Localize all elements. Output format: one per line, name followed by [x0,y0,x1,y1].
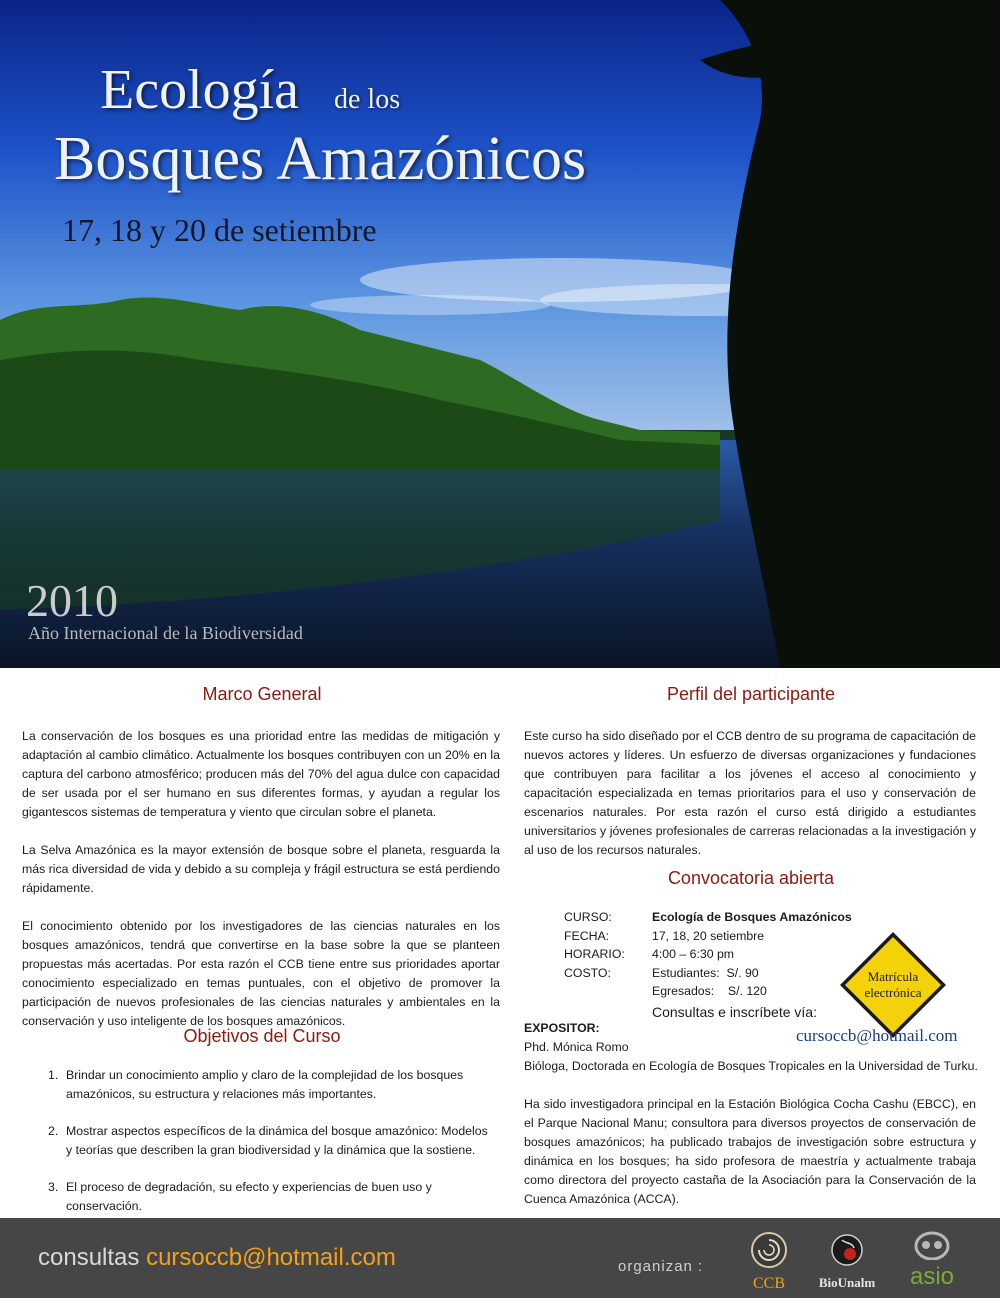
biounalm-logo-label: BioUnalm [818,1275,876,1290]
asio-logo-label: asio [909,1263,955,1290]
marco-paragraph: La Selva Amazónica es la mayor extensión de bosque sobre el planeta, resguarda la más rica diversidad de vida y debido a su compleja y frágil estructura se está perdiendo rápidamente. [22,843,500,895]
event-dates: 17, 18 y 20 de setiembre [62,212,377,248]
expositor-section [524,1019,984,1209]
title-de-los: de los [334,84,401,115]
title-ecologia: Ecología [100,59,300,121]
costo-label: COSTO: [564,965,611,980]
objetivos-heading: Objetivos del Curso [183,1026,341,1046]
expositor-label: EXPOSITOR: [524,1021,600,1035]
costo-egresados: Egresados: S/. 120 [652,984,767,998]
list-item-number: 1. [48,1068,59,1082]
expositor-bio: Ha sido investigadora principal en la Estación Biológica Cocha Cashu (EBCC), en el Parque Nacional Manu; consultora para diversos proyectos de conservación de bosques amazónicos; ha publicado trabajos de investigación sobre estructura y dinámica en los bosques; ha sido profesora de maestría y actualmente trabaja como directora del proyecto castaña de la Asociación para la Conservación de la Cuenca Amazónica (ACCA). [524,1097,976,1206]
title-bosques-amazonicos: Bosques Amazónicos [54,125,587,193]
curso-value: Ecología de Bosques Amazónicos [652,910,852,924]
biounalm-logo [812,1232,882,1292]
footer-email-link[interactable]: cursoccb@hotmail.com [146,1244,396,1271]
marco-general-heading: Marco General [202,684,322,704]
list-item [48,1178,488,1216]
costo-estudiantes: Estudiantes: S/. 90 [652,965,759,980]
owl-icon [900,1228,964,1260]
curso-label: CURSO: [564,910,612,924]
list-item-number: 2. [48,1124,59,1138]
consultas-text: Consultas e inscríbete vía: [652,1004,817,1020]
marco-paragraph: El conocimiento obtenido por los investigadores de las ciencias naturales en los bosques amazónicos, tendrá que convertirse en la base sobre la que se planteen propuestas más acertadas. Por esta razón el CCB tiene entre sus prioridades aportar conocimiento especializado en temas puntuales, con el objetivo de promover la participación de nuevos profesionales de las ciencias naturales y ambientales en la conservación y uso inteligente de los bosques amazónicos. [22,919,500,1028]
list-item [48,1066,488,1104]
badge-line2: electrónica [864,985,922,1000]
badge-line1: Matrícula [867,969,919,984]
footer-consultas-label: consultas [38,1244,140,1271]
list-item-text: El proceso de degradación, su efecto y experiencias de buen uso y conservación. [66,1180,432,1213]
list-item-number: 3. [48,1180,59,1194]
marco-general-text [22,727,500,1031]
marco-paragraph: La conservación de los bosques es una prioridad entre las medidas de mitigación y adaptación al cambio climático. Actualmente los bosques contribuyen con un 20% en la captura del carbono atmosférico; producen más del 70% del agua dulce con capacidad de ser usada por el ser humano en sus diferentes formas, y ayudan a regular los gigantescos sistemas de temperatura y viento que circulan sobre el planeta. [22,729,500,819]
fecha-value: 17, 18, 20 setiembre [652,928,765,943]
asio-logo [900,1228,964,1292]
objetivos-list [48,1066,488,1234]
fecha-label: FECHA: [564,928,610,943]
list-item-text: Mostrar aspectos específicos de la dinámica del bosque amazónico: Modelos y teorías que describen la gran biodiversidad y la dinámica que la sostiene. [66,1124,488,1157]
ccb-logo [744,1228,794,1292]
horario-value: 4:00 – 6:30 pm [652,947,735,961]
biounalm-icon [812,1232,882,1268]
nautilus-icon [744,1228,794,1268]
footer-organizan-label: organizan : [618,1258,704,1275]
year-label: 2010 [26,575,118,626]
list-item-text: Brindar un conocimiento amplio y claro de la complejidad de los bosques amazónicos, su estructura y relaciones más importantes. [66,1068,464,1101]
footer-consultas [38,1244,396,1272]
horario-label: HORARIO: [564,947,625,961]
perfil-text: Este curso ha sido diseñado por el CCB dentro de su programa de capacitación de nuevos actores y líderes. Un esfuerzo de diversas organizaciones y fundaciones que contribuyen para facilitar a los jóvenes el acceso al conocimiento y capacitación especializada en temas prioritarios para el uso y conservación de escenarios naturales. Por esta razón el curso está dirigido a estudiantes universitarios y jóvenes profesionales de carreras relacionadas a la investigación y al uso de los recursos naturales. [524,729,976,857]
expositor-title: Bióloga, Doctorada en Ecología de Bosques Tropicales en la Universidad de Turku. [524,1059,978,1073]
convocatoria-heading: Convocatoria abierta [667,868,835,888]
list-item [48,1122,488,1160]
contact-email-link[interactable]: cursoccb@hotmail.com [796,1026,958,1045]
expositor-name: Phd. Mónica Romo [524,1040,629,1054]
perfil-heading: Perfil del participante [666,684,836,704]
ccb-logo-label: CCB [752,1275,785,1292]
year-caption: Año Internacional de la Biodiversidad [28,623,303,643]
